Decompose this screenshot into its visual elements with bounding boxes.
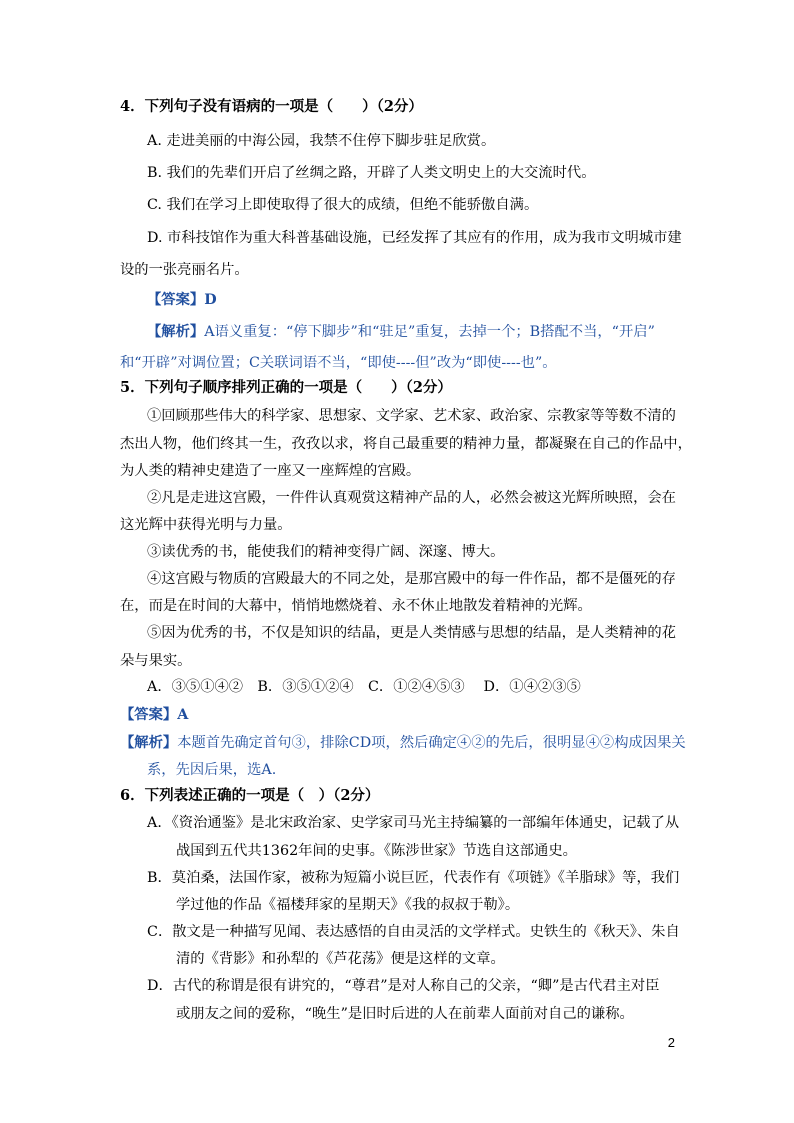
q5-sentence5-line1: ⑤因为优秀的书，不仅是知识的结晶，更是人类情感与思想的结晶，是人类精神的花 xyxy=(147,625,676,641)
analysis-tag: 【解析】 xyxy=(147,324,205,340)
q4-option-b: B. 我们的先辈们开启了丝绸之路，开辟了人类文明史上的大交流时代。 xyxy=(147,165,596,181)
q6-option-b-line2: 学过他的作品《福楼拜家的星期天》《我的叔叔于勒》。 xyxy=(176,897,520,913)
q4-option-d-line2: 设的一张亮丽名片。 xyxy=(120,262,249,278)
q5-answer xyxy=(120,705,188,725)
q5-sentence2-line2: 这光辉中获得光明与力量。 xyxy=(120,517,292,533)
analysis-tag: 【解析】 xyxy=(120,735,178,751)
q6-option-d-line2: 或朋友之间的爱称，“晚生”是旧时后进的人在前辈人面前对自己的谦称。 xyxy=(176,1006,634,1022)
q5-sentence1-line3: 为人类的精神史建造了一座又一座辉煌的宫殿。 xyxy=(120,463,421,479)
q6-option-c-line1: C．散文是一种描写见闻、表达感悟的自由灵活的文学样式。史铁生的《秋天》、朱自 xyxy=(147,924,680,940)
q6-option-d-line1: D．古代的称谓是很有讲究的，“尊君”是对人称自己的父亲，“卿”是古代君主对臣 xyxy=(147,978,660,994)
q5-title: 5．下列句子顺序排列正确的一项是（ ）（2分） xyxy=(120,379,452,396)
q5-sentence4-line2: 在，而是在时间的大幕中，悄悄地燃烧着、永不休止地散发着精神的光辉。 xyxy=(120,598,592,614)
q4-title: 4．下列句子没有语病的一项是（ ）（2分） xyxy=(120,98,423,115)
page-number: 2 xyxy=(667,1035,675,1050)
q6-option-a-line1: A．《资治通鉴》是北宋政治家、史学家司马光主持编纂的一部编年体通史，记载了从 xyxy=(147,815,680,831)
q5-sentence1-line1: ①回顾那些伟大的科学家、思想家、文学家、艺术家、政治家、宗教家等等数不清的 xyxy=(147,408,676,424)
analysis-text: 本题首先确定首句③，排除CD项，然后确定④②的先后，很明显④②构成因果关 xyxy=(177,735,686,751)
q5-options: A．③⑤①④② B．③⑤①②④ C．①②④⑤③ D．①④②③⑤ xyxy=(147,679,581,695)
q6-title: 6．下列表述正确的一项是（ ）（2分） xyxy=(120,787,380,804)
q4-option-a: A. 走进美丽的中海公园，我禁不住停下脚步驻足欣赏。 xyxy=(147,133,496,149)
answer-value: A xyxy=(177,707,189,723)
q4-option-d-line1: D. 市科技馆作为重大科普基础设施，已经发挥了其应有的作用，成为我市文明城市建 xyxy=(147,230,682,246)
answer-value: D xyxy=(204,292,217,308)
q5-analysis-line1 xyxy=(120,733,686,753)
q5-sentence4-line1: ④这宫殿与物质的宫殿最大的不同之处，是那宫殿中的每一件作品，都不是僵死的存 xyxy=(147,571,676,587)
q6-option-b-line1: B．莫泊桑，法国作家，被称为短篇小说巨匠，代表作有《项链》《羊脂球》等，我们 xyxy=(147,870,680,886)
q4-analysis-line2: 和“开辟”对调位置；C关联词语不当，“即使----但”改为“即使----也”。 xyxy=(120,355,557,371)
q4-option-c: C. 我们在学习上即使取得了很大的成绩，但绝不能骄傲自满。 xyxy=(147,197,539,213)
q5-sentence3: ③读优秀的书，能使我们的精神变得广阔、深邃、博大。 xyxy=(147,544,505,560)
q5-sentence1-line2: 杰出人物，他们终其一生，孜孜以求，将自己最重要的精神力量，都凝聚在自己的作品中， xyxy=(120,436,692,452)
analysis-text: A语义重复：“停下脚步”和“驻足”重复，去掉一个；B搭配不当，“开启” xyxy=(204,324,655,340)
q5-sentence5-line2: 朵与果实。 xyxy=(120,653,192,669)
answer-tag: 【答案】 xyxy=(120,707,178,723)
q4-analysis-line1 xyxy=(147,322,655,342)
q6-option-c-line2: 清的《背影》和孙犁的《芦花荡》便是这样的文章。 xyxy=(176,951,505,967)
q6-option-a-line2: 战国到五代共1362年间的史事。《陈涉世家》节选自这部通史。 xyxy=(176,843,577,859)
q5-analysis-line2: 系，先因后果，选A. xyxy=(147,762,277,778)
answer-tag: 【答案】 xyxy=(147,292,205,308)
q5-sentence2-line1: ②凡是走进这宫殿，一件件认真观赏这精神产品的人，必然会被这光辉所映照，会在 xyxy=(147,490,676,506)
q4-answer xyxy=(147,290,217,310)
